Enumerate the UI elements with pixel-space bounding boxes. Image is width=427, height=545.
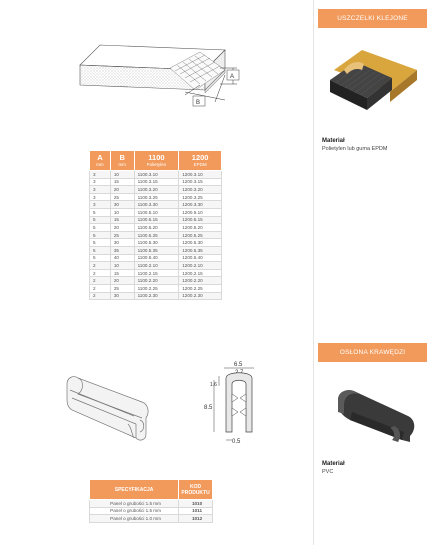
table-row: 3 20 1100.3.20 1200.3.20 xyxy=(90,186,222,194)
seal-size-table xyxy=(89,150,222,300)
table-row: 5 40 1100.5.40 1200.5.40 xyxy=(90,254,222,262)
dimension-label-a: A xyxy=(230,74,235,80)
table-row: 5 10 1100.5.10 1200.5.10 xyxy=(90,208,222,216)
material-value-seals: Polietylen lub guma EPDM xyxy=(322,146,388,152)
table-header-polyethylene: 1100 Polietylen xyxy=(134,151,179,171)
table-row: 5 35 1100.5.35 1200.5.35 xyxy=(90,246,222,254)
dimension-label-b: B xyxy=(196,100,201,106)
table-row: 3 25 1100.3.25 1200.3.25 xyxy=(90,193,222,201)
material-label-seals: Materiał xyxy=(322,138,345,144)
table-row: Panel o grubości 1.0 mm 1012 xyxy=(90,515,213,523)
table-row: 5 15 1100.5.15 1200.5.15 xyxy=(90,216,222,224)
edge-trim-drawing xyxy=(62,372,157,444)
table-row: Panel o grubości 1.5 mm 1010 xyxy=(90,500,213,508)
table-row: Panel o grubości 1.5 mm 1011 xyxy=(90,507,213,515)
material-value-trim: PVC xyxy=(322,469,334,475)
table-row: 2 20 1100.2.20 1200.2.20 xyxy=(90,277,222,285)
edge-trim-product-image xyxy=(330,380,420,450)
adhesive-seal-product-image xyxy=(322,40,422,115)
table-header-spec: SPECYFIKACJA xyxy=(90,480,179,500)
table-row: 2 15 1100.2.15 1200.2.15 xyxy=(90,269,222,277)
table-row: 5 20 1100.5.20 1200.5.20 xyxy=(90,224,222,232)
table-row: 2 25 1100.2.25 1200.2.25 xyxy=(90,284,222,292)
table-header-b: B mm xyxy=(110,151,134,171)
dimension-width: 6.5 xyxy=(234,362,243,368)
table-header-code: KOD PRODUKTU xyxy=(179,480,213,500)
column-divider xyxy=(313,0,314,545)
table-row: 3 15 1100.3.15 1200.3.15 xyxy=(90,178,222,186)
section-title-seals: USZCZELKI KLEJONE xyxy=(318,9,427,28)
table-row: 2 30 1100.2.30 1200.2.30 xyxy=(90,292,222,300)
table-header-a: A mm xyxy=(90,151,111,171)
dimension-base: 0.5 xyxy=(232,439,241,445)
material-label-trim: Materiał xyxy=(322,461,345,467)
dimension-height: 8.5 xyxy=(204,405,213,411)
seal-technical-drawing xyxy=(75,40,250,120)
table-header-epdm: 1200 EPDM xyxy=(179,151,222,171)
table-row: 3 10 1100.3.10 1200.3.10 xyxy=(90,171,222,179)
edge-trim-profile-drawing xyxy=(196,360,276,445)
table-row: 3 30 1100.3.30 1200.3.30 xyxy=(90,201,222,209)
table-row: 5 30 1100.5.30 1200.5.30 xyxy=(90,239,222,247)
table-row: 2 10 1100.2.10 1200.2.10 xyxy=(90,262,222,270)
section-title-edge-protection: OSŁONA KRAWĘDZI xyxy=(318,343,427,362)
dimension-small: 1.6 xyxy=(210,382,217,388)
trim-spec-table xyxy=(89,479,213,523)
table-row: 5 25 1100.5.25 1200.5.25 xyxy=(90,231,222,239)
